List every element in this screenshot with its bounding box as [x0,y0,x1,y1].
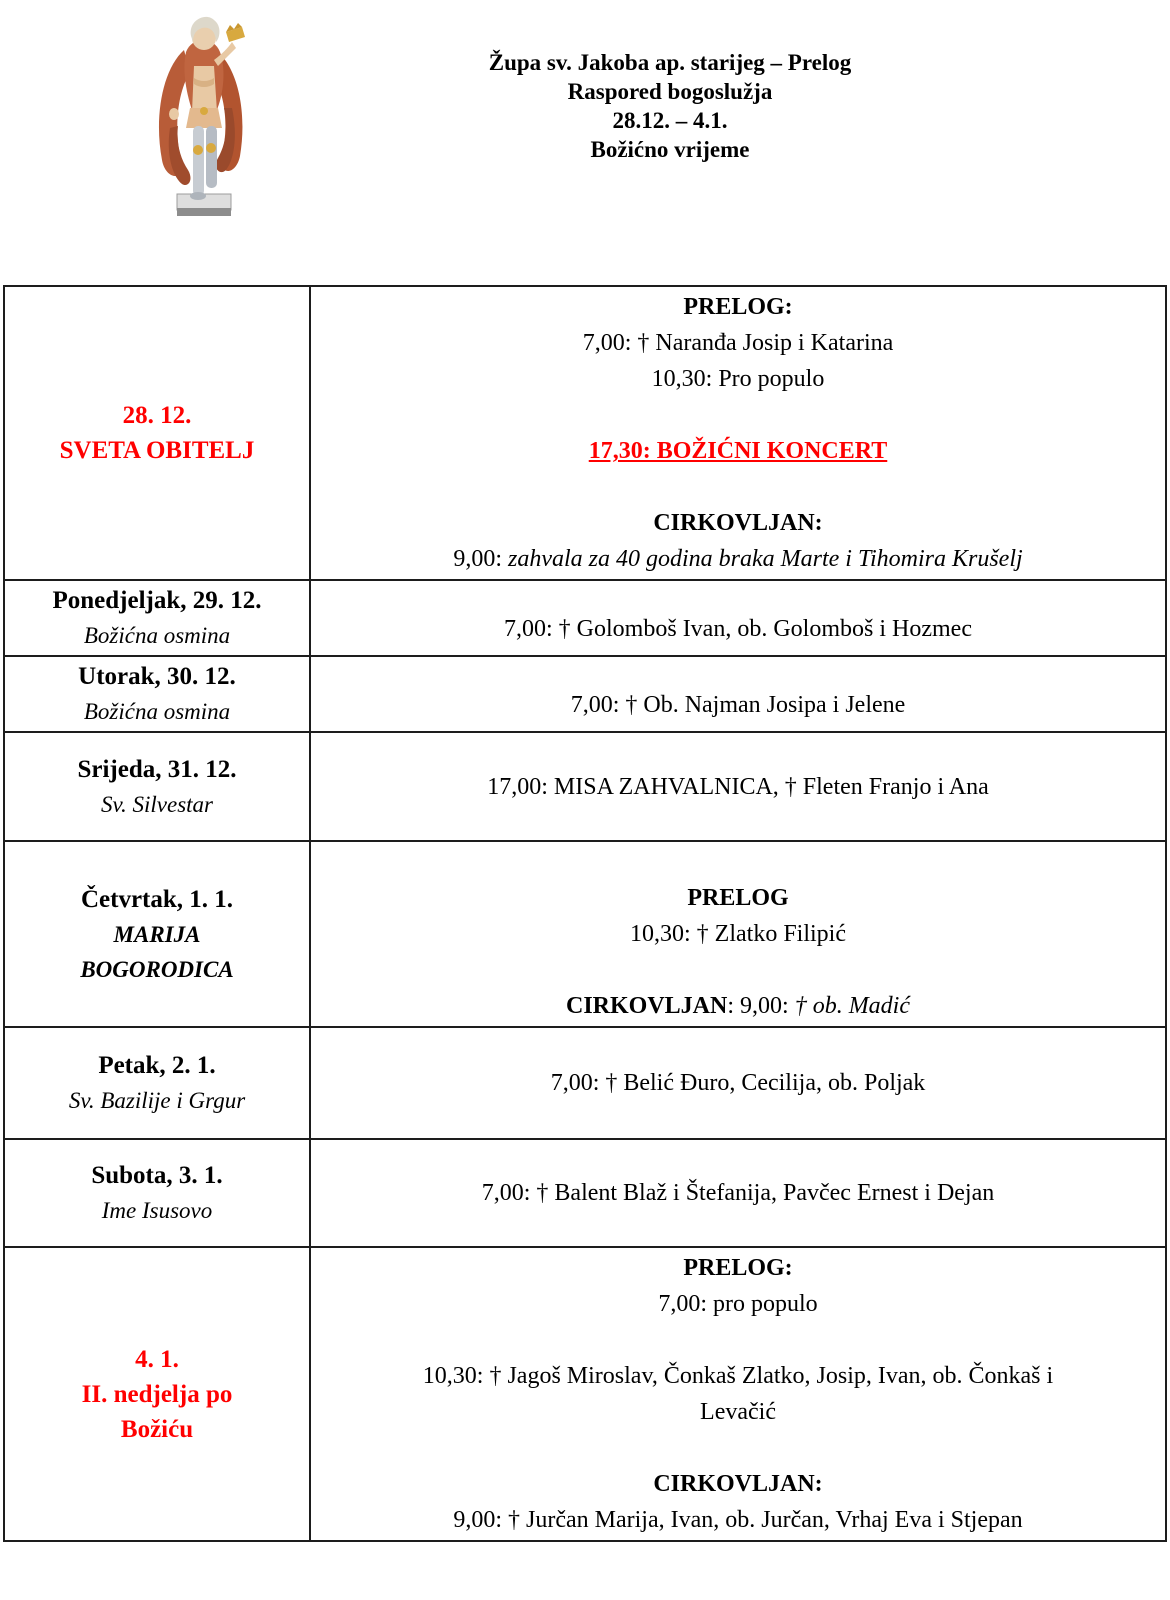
mass-intentions-cell [310,1027,1166,1139]
text-segment: CIRKOVLJAN [566,993,728,1019]
text-segment: CIRKOVLJAN: [653,1471,823,1497]
date-range: 28.12. – 4.1. [612,108,728,133]
mass-intentions-cell [310,656,1166,732]
date-line [15,787,299,822]
text-segment: 7,00: † Balent Blaž i Štefanija, Pavčec Ernest i Dejan [481,1180,995,1206]
text-segment: Petak, 2. 1. [98,1052,216,1079]
date-line [15,1377,299,1412]
mass-line [321,844,1155,880]
schedule-row [4,841,1166,1027]
schedule-row [4,1247,1166,1541]
mass-line [321,1322,1155,1358]
mass-line [321,433,1155,469]
text-segment: Subota, 3. 1. [91,1162,223,1189]
mass-intentions-cell [310,286,1166,580]
mass-intentions-cell [310,580,1166,656]
text-segment: Srijeda, 31. 12. [77,755,237,783]
text-segment: † ob. Madić [794,993,910,1019]
schedule-table-body [4,286,1166,1541]
text-segment: Božiću [120,1415,194,1443]
text-segment: 7,00: † Ob. Najman Josipa i Jelene [570,692,906,718]
text-segment: SVETA OBITELJ [59,437,255,464]
text-segment: Levačić [700,1399,776,1425]
text-segment: 7,00: † Golomboš Ivan, ob. Golomboš i Hozmec [504,616,972,642]
text-segment: 7,00: † Naranđa Josip i Katarina [582,330,894,356]
text-segment: 28. 12. [122,402,192,429]
mass-line [321,1175,1155,1211]
text-segment: 17,30: BOŽIĆNI KONCERT [588,438,888,464]
date-cell [4,580,310,656]
text-segment: 4. 1. [135,1345,179,1373]
mass-line [321,880,1155,916]
mass-line [321,611,1155,647]
text-segment: 9,00: [453,546,508,572]
text-segment: 7,00: pro populo [658,1291,818,1317]
schedule-table [3,285,1167,1542]
mass-line [321,505,1155,541]
date-line [15,1342,299,1377]
mass-line [321,1286,1155,1322]
date-line [15,618,299,653]
text-segment: CIRKOVLJAN: [653,510,823,536]
mass-line [321,1430,1155,1466]
mass-line [321,289,1155,325]
mass-line [321,769,1155,805]
schedule-row [4,580,1166,656]
mass-line [321,1358,1155,1394]
mass-intentions-cell [310,732,1166,841]
schedule-row [4,1139,1166,1247]
date-line [15,433,299,468]
date-line [15,694,299,729]
text-segment: Sv. Bazilije i Grgur [68,1088,246,1113]
date-line [15,1412,299,1447]
liturgical-season: Božićno vrijeme [590,137,750,162]
text-segment: zahvala za 40 godina braka Marte i Tihomira Krušelj [507,546,1023,572]
text-segment: Četvrtak, 1. 1. [80,885,234,913]
text-segment: Sv. Silvestar [101,791,213,817]
date-line [15,1193,299,1228]
text-segment: 10,30: † Jagoš Miroslav, Čonkaš Zlatko, Josip, Ivan, ob. Čonkaš i [422,1363,1054,1389]
schedule-row [4,1027,1166,1139]
schedule-row [4,732,1166,841]
mass-line [321,1466,1155,1502]
mass-line [321,952,1155,988]
mass-line [321,325,1155,361]
text-segment: PRELOG: [683,1255,793,1281]
text-segment: Božićna osmina [83,699,231,724]
date-cell [4,656,310,732]
text-segment: II. nedjelja po [81,1380,233,1408]
text-segment: 10,30: Pro populo [651,366,825,392]
schedule-row [4,656,1166,732]
mass-intentions-cell [310,1247,1166,1541]
date-line [15,952,299,987]
text-segment: 17,00: MISA ZAHVALNICA, † Fleten Franjo i Ana [487,773,989,800]
mass-line [321,1250,1155,1286]
date-line [15,398,299,433]
date-cell [4,841,310,1027]
date-line [15,583,299,618]
text-segment: 7,00: † Belić Đuro, Cecilija, ob. Poljak [550,1070,926,1096]
text-segment: PRELOG [687,885,789,911]
text-segment: : 9,00: [727,993,795,1019]
date-line [15,659,299,694]
parish-title: Župa sv. Jakoba ap. starijeg – Prelog [488,50,852,75]
mass-line [321,361,1155,397]
text-segment: Ponedjeljak, 29. 12. [52,587,262,614]
date-line [15,917,299,952]
date-cell [4,286,310,580]
mass-line [321,1065,1155,1101]
schedule-subtitle: Raspored bogoslužja [567,79,773,104]
date-line [15,752,299,787]
text-segment: PRELOG: [683,294,793,320]
date-cell [4,1139,310,1247]
mass-line [321,988,1155,1024]
date-line [15,882,299,917]
date-cell [4,732,310,841]
document-title-block [170,48,1170,164]
text-segment: Ime Isusovo [101,1198,213,1223]
text-segment: 9,00: † Jurčan Marija, Ivan, ob. Jurčan, Vrhaj Eva i Stjepan [453,1507,1023,1533]
date-cell [4,1247,310,1541]
text-segment: 10,30: † Zlatko Filipić [630,921,846,947]
mass-line [321,687,1155,723]
mass-line [321,469,1155,505]
date-line [15,1158,299,1193]
text-segment: BOGORODICA [80,956,234,982]
date-line [15,1048,299,1083]
mass-line [321,541,1155,577]
text-segment: MARIJA [113,921,201,947]
text-segment: Utorak, 30. 12. [78,663,236,690]
mass-line [321,1502,1155,1538]
mass-line [321,916,1155,952]
mass-line [321,397,1155,433]
text-segment: Božićna osmina [83,623,231,648]
schedule-row [4,286,1166,580]
mass-intentions-cell [310,841,1166,1027]
mass-intentions-cell [310,1139,1166,1247]
mass-line [321,1394,1155,1430]
date-line [15,1083,299,1118]
date-cell [4,1027,310,1139]
